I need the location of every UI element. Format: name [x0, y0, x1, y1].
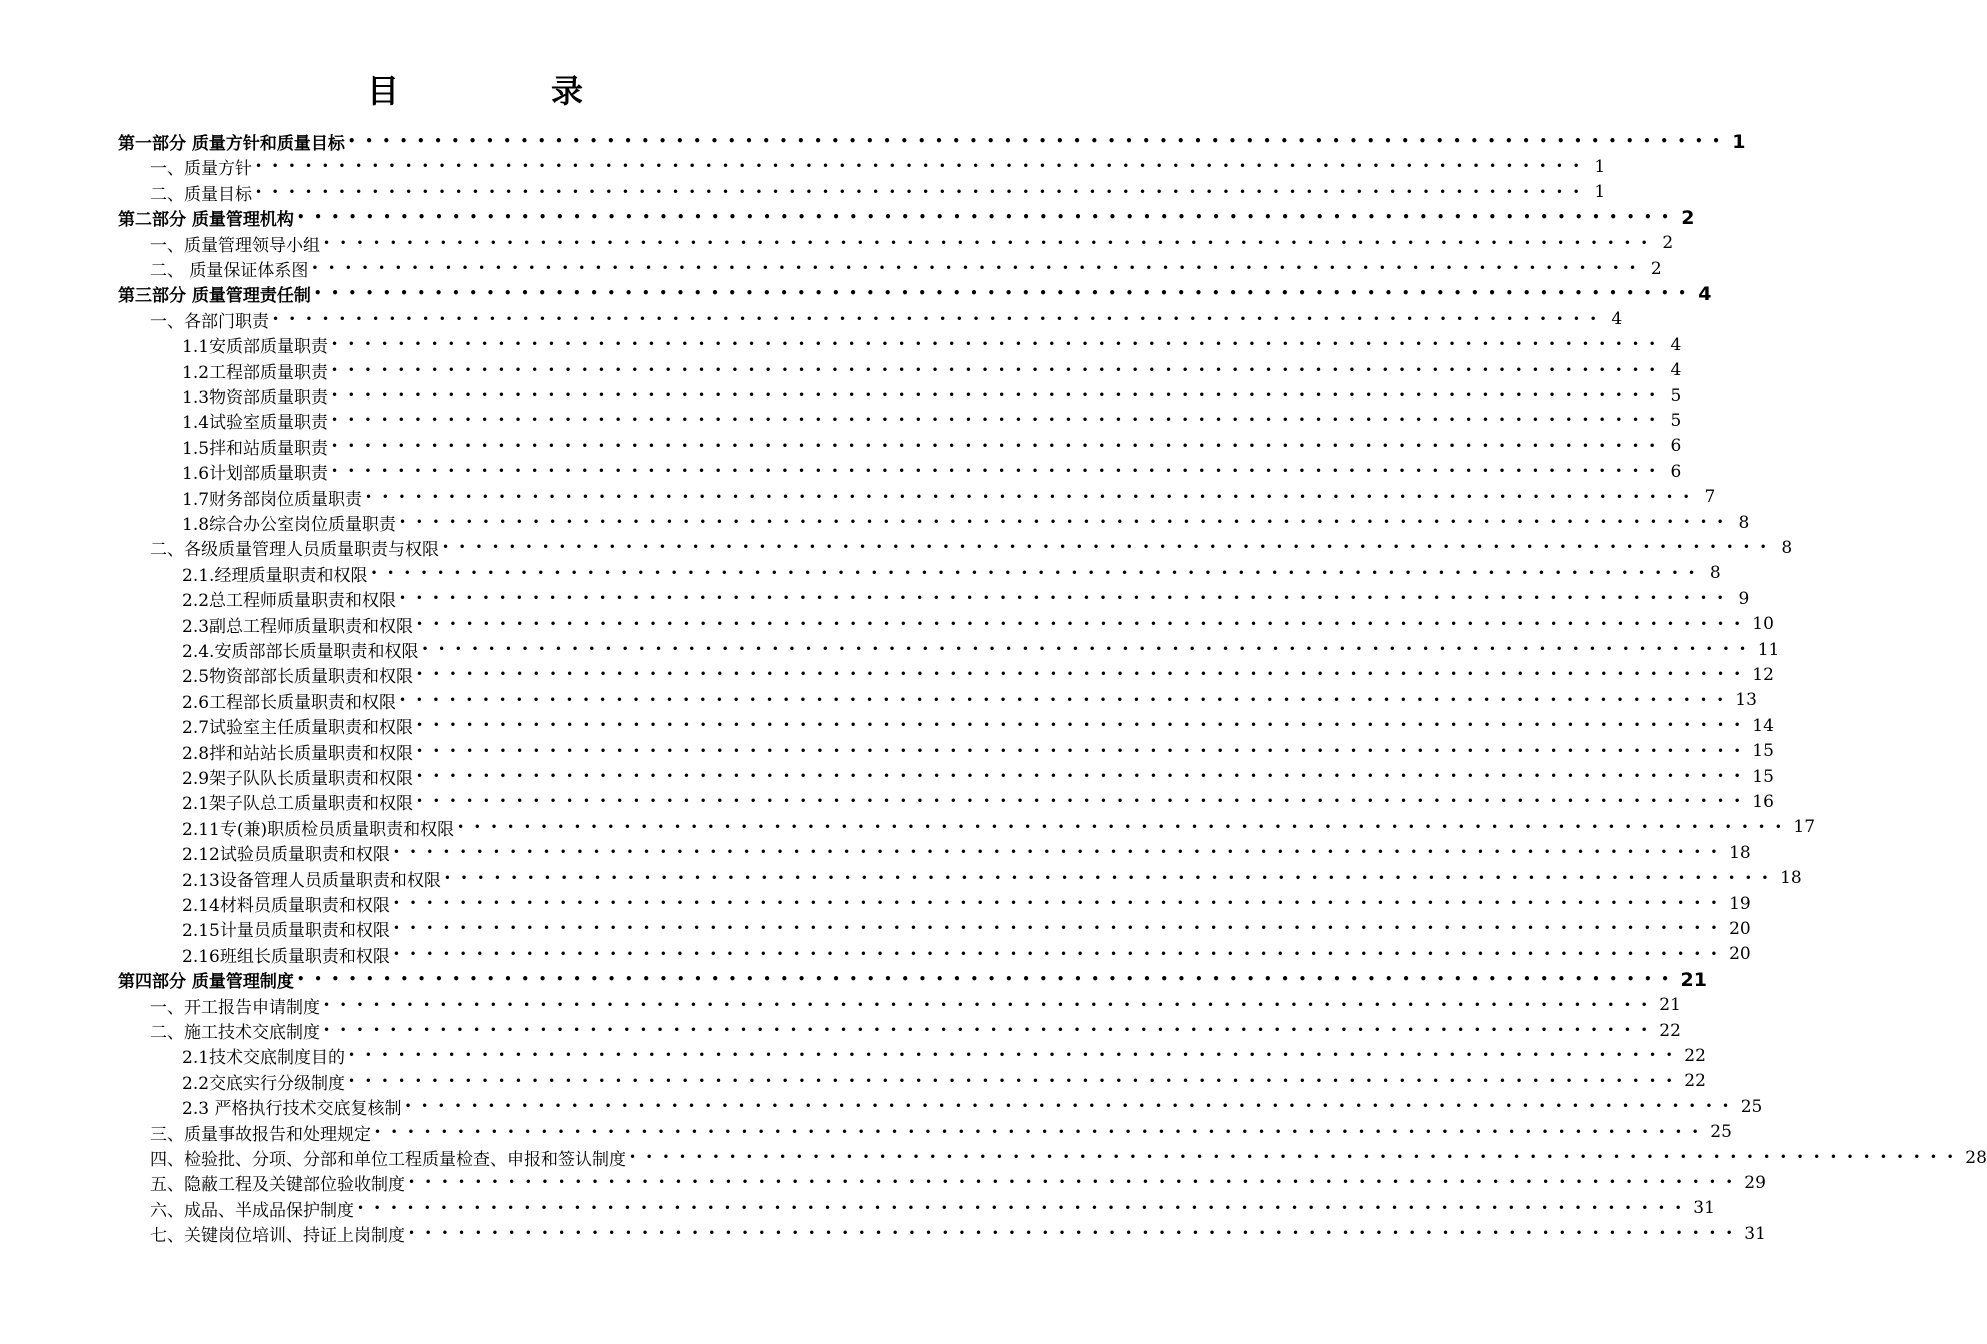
- toc-page-number: 25: [1710, 1122, 1732, 1143]
- toc-entry[interactable]: [182, 840, 1751, 866]
- toc-entry[interactable]: [150, 231, 1674, 256]
- toc-dot-leader: ••••••••••••••••••••••••••••••••••••••••••••••••••••••••••••••••••••••••••••••••: [374, 1124, 1709, 1139]
- toc-page-number: 8: [1738, 512, 1750, 533]
- toc-entry-title: 七、关键岗位培训、持证上岗制度: [150, 1226, 405, 1247]
- toc-entry-title: 一、质量管理领导小组: [150, 235, 320, 256]
- toc-entry[interactable]: [182, 383, 1682, 408]
- toc-dot-leader: ••••••••••••••••••••••••••••••••••••••••••••••••••••••••••••••••••••••••••••••••: [331, 438, 1666, 453]
- toc-entry[interactable]: [182, 713, 1774, 739]
- toc-dot-leader: ••••••••••••••••••••••••••••••••••••••••••••••••••••••••••••••••••••••••••••••••: [392, 921, 1728, 936]
- toc-entry[interactable]: [182, 586, 1750, 612]
- toc-entry[interactable]: [182, 662, 1774, 688]
- toc-entry[interactable]: [182, 358, 1682, 383]
- toc-page-number: 5: [1670, 410, 1682, 431]
- toc-dot-leader: ••••••••••••••••••••••••••••••••••••••••••••••••••••••••••••••••••••••••••••••••: [331, 362, 1666, 377]
- toc-dot-leader: ••••••••••••••••••••••••••••••••••••••••••••••••••••••••••••••••••••••••••••••••: [323, 235, 1658, 250]
- toc-dot-leader: ••••••••••••••••••••••••••••••••••••••••••••••••••••••••••••••••••••••••••••••••: [370, 565, 1705, 580]
- toc-entry-title: 二、质量目标: [150, 184, 252, 205]
- toc-entry-title: 1.2工程部质量职责: [182, 362, 329, 383]
- toc-page-number: 22: [1684, 1045, 1706, 1066]
- toc-dot-leader: ••••••••••••••••••••••••••••••••••••••••••••••••••••••••••••••••••••••••••••••••: [399, 692, 1734, 707]
- toc-entry-title: 2.13设备管理人员质量职责和权限: [182, 870, 441, 891]
- toc-page-number: 4: [1670, 360, 1682, 381]
- toc-entry[interactable]: [150, 993, 1681, 1018]
- toc-dot-leader: ••••••••••••••••••••••••••••••••••••••••••••••••••••••••••••••••••••••••••••••••: [416, 718, 1751, 733]
- toc-entry[interactable]: [182, 942, 1751, 967]
- toc-entry[interactable]: [182, 561, 1721, 586]
- toc-entry[interactable]: [182, 739, 1774, 764]
- toc-entry[interactable]: [182, 612, 1774, 637]
- toc-entry[interactable]: [182, 891, 1751, 916]
- toc-dot-leader: ••••••••••••••••••••••••••••••••••••••••••••••••••••••••••••••••••••••••••••••••: [457, 819, 1792, 834]
- toc-entry-title: 1.3物资部质量职责: [182, 388, 329, 408]
- toc-page-number: 9: [1738, 588, 1750, 609]
- toc-dot-leader: ••••••••••••••••••••••••••••••••••••••••••••••••••••••••••••••••••••••••••••••••: [357, 1200, 1692, 1215]
- toc-dot-leader: ••••••••••••••••••••••••••••••••••••••••••••••••••••••••••••••••••••••••••••••••: [421, 642, 1756, 656]
- toc-page-number: 25: [1740, 1096, 1763, 1117]
- toc-entry-title: 2.2交底实行分级制度: [182, 1073, 346, 1094]
- toc-page-number: 14: [1752, 715, 1774, 736]
- toc-entry[interactable]: [182, 332, 1682, 358]
- toc-entry[interactable]: [118, 967, 1707, 993]
- toc-entry[interactable]: [182, 764, 1774, 789]
- toc-entry-title: 2.1架子队总工质量职责和权限: [182, 794, 414, 815]
- toc-page-number: 31: [1744, 1223, 1766, 1244]
- toc-page-number: 2: [1681, 206, 1695, 229]
- toc-entry-title: 2.1.经理质量职责和权限: [182, 565, 368, 586]
- toc-entry[interactable]: [182, 866, 1802, 891]
- toc-entry-title: 2.16班组长质量职责和权限: [182, 946, 390, 967]
- toc-page-number: 8: [1781, 537, 1793, 558]
- toc-entry-title: 2.9架子队队长质量职责和权限: [182, 769, 414, 789]
- toc-entry[interactable]: [182, 637, 1780, 662]
- toc-page-number: 11: [1757, 639, 1780, 660]
- toc-page-number: 8: [1709, 563, 1721, 584]
- toc-entry[interactable]: [150, 1196, 1715, 1221]
- toc-page-number: 4: [1670, 334, 1682, 355]
- toc-entry-title: 2.8拌和站站长质量职责和权限: [182, 743, 414, 764]
- toc-entry[interactable]: [182, 1043, 1706, 1069]
- toc-entry[interactable]: [182, 434, 1682, 459]
- toc-dot-leader: ••••••••••••••••••••••••••••••••••••••••••••••••••••••••••••••••••••••••••••••••: [348, 1048, 1683, 1063]
- toc-page-number: 1: [1732, 130, 1746, 153]
- toc-page-number: 7: [1704, 487, 1716, 508]
- toc-dot-leader: ••••••••••••••••••••••••••••••••••••••••••••••••••••••••••••••••••••••••••••••••: [442, 540, 1777, 555]
- toc-entry[interactable]: [150, 1221, 1766, 1247]
- toc-page-number: 16: [1752, 791, 1774, 812]
- toc-page-number: 2: [1650, 258, 1662, 279]
- toc-dot-leader: ••••••••••••••••••••••••••••••••••••••••••••••••••••••••••••••••••••••••••••••••: [443, 870, 1779, 885]
- toc-page-number: 15: [1752, 766, 1774, 787]
- toc-entry-title: 2.12试验员质量职责和权限: [182, 845, 390, 866]
- toc-entry[interactable]: [182, 916, 1751, 942]
- toc-entry-title: 第三部分 质量管理责任制: [118, 286, 311, 307]
- toc-dot-leader: ••••••••••••••••••••••••••••••••••••••••••••••••••••••••••••••••••••••••••••••••: [331, 413, 1666, 428]
- toc-entry[interactable]: [150, 256, 1662, 281]
- toc-dot-leader: ••••••••••••••••••••••••••••••••••••••••••••••••••••••••••••••••••••••••••••••••: [416, 667, 1751, 682]
- toc-dot-leader: ••••••••••••••••••••••••••••••••••••••••••••••••••••••••••••••••••••••••••••••••: [296, 210, 1679, 225]
- toc-page-number: 18: [1780, 868, 1802, 889]
- page-title: 目 录: [366, 72, 643, 110]
- toc-dot-leader: ••••••••••••••••••••••••••••••••••••••••••••••••••••••••••••••••••••••••••••••••: [416, 743, 1751, 758]
- toc-dot-leader: ••••••••••••••••••••••••••••••••••••••••••••••••••••••••••••••••••••••••••••••••: [255, 184, 1590, 199]
- toc-entry-title: 2.15计量员质量职责和权限: [182, 921, 390, 942]
- toc-page-number: 13: [1735, 690, 1757, 711]
- toc-page-number: 22: [1659, 1020, 1681, 1041]
- toc-entry[interactable]: [182, 789, 1774, 815]
- toc-page-number: 12: [1752, 664, 1774, 685]
- toc-entry-title: 二、 质量保证体系图: [150, 261, 309, 281]
- toc-dot-leader: ••••••••••••••••••••••••••••••••••••••••••••••••••••••••••••••••••••••••••••••••: [313, 286, 1696, 301]
- toc-entry[interactable]: [118, 205, 1695, 231]
- toc-entry-title: 2.3副总工程师质量职责和权限: [182, 616, 414, 637]
- toc-page-number: 20: [1729, 918, 1751, 939]
- toc-dot-leader: ••••••••••••••••••••••••••••••••••••••••••••••••••••••••••••••••••••••••••••••••: [629, 1150, 1964, 1164]
- toc-page-number: 19: [1729, 893, 1751, 914]
- toc-dot-leader: ••••••••••••••••••••••••••••••••••••••••••••••••••••••••••••••••••••••••••••••••: [331, 337, 1666, 352]
- toc-dot-leader: ••••••••••••••••••••••••••••••••••••••••••••••••••••••••••••••••••••••••••••••••: [399, 591, 1734, 606]
- toc-dot-leader: ••••••••••••••••••••••••••••••••••••••••••••••••••••••••••••••••••••••••••••••••: [392, 946, 1728, 961]
- toc-page-number: 4: [1611, 309, 1623, 330]
- toc-entry[interactable]: [150, 535, 1793, 561]
- toc-entry-title: 2.2总工程师质量职责和权限: [182, 591, 397, 612]
- toc-page-number: 10: [1752, 614, 1774, 635]
- toc-entry-title: 第一部分 质量方针和质量目标: [118, 134, 345, 154]
- toc-page-number: 1: [1594, 156, 1606, 177]
- toc-entry-title: 1.1安质部质量职责: [182, 337, 329, 358]
- toc-entry[interactable]: [118, 281, 1712, 307]
- toc-dot-leader: ••••••••••••••••••••••••••••••••••••••••••••••••••••••••••••••••••••••••••••••••: [255, 159, 1590, 174]
- toc-entry-title: 2.14材料员质量职责和权限: [182, 896, 390, 916]
- toc-entry-title: 1.8综合办公室岗位质量职责: [182, 515, 397, 535]
- toc-page-number: 15: [1752, 741, 1774, 762]
- toc-entry-title: 一、各部门职责: [150, 311, 269, 332]
- toc-entry[interactable]: [150, 1170, 1766, 1196]
- toc-page-number: 6: [1670, 436, 1682, 457]
- toc-entry-title: 三、质量事故报告和处理规定: [150, 1124, 371, 1145]
- toc-entry-title: 2.5物资部部长质量职责和权限: [182, 667, 414, 688]
- toc-dot-leader: ••••••••••••••••••••••••••••••••••••••••••••••••••••••••••••••••••••••••••••••••: [348, 1073, 1683, 1088]
- toc-page-number: 18: [1729, 842, 1751, 863]
- toc-dot-leader: ••••••••••••••••••••••••••••••••••••••••••••••••••••••••••••••••••••••••••••••••: [404, 1099, 1739, 1114]
- toc-entry-title: 1.6计划部质量职责: [182, 464, 329, 485]
- toc-dot-leader: ••••••••••••••••••••••••••••••••••••••••••••••••••••••••••••••••••••••••••••••••: [365, 489, 1700, 504]
- toc-page-number: 1: [1594, 182, 1606, 203]
- toc-entry[interactable]: [182, 1094, 1763, 1120]
- toc-dot-leader: ••••••••••••••••••••••••••••••••••••••••••••••••••••••••••••••••••••••••••••••••: [272, 311, 1607, 326]
- toc-dot-leader: ••••••••••••••••••••••••••••••••••••••••••••••••••••••••••••••••••••••••••••••••: [323, 997, 1658, 1012]
- toc-page-number: 28: [1965, 1147, 1987, 1168]
- toc-entry-title: 一、质量方针: [150, 159, 252, 180]
- toc-entry-title: 2.1技术交底制度目的: [182, 1048, 346, 1069]
- toc-dot-leader: ••••••••••••••••••••••••••••••••••••••••••••••••••••••••••••••••••••••••••••••••: [399, 515, 1734, 529]
- toc-entry[interactable]: [182, 485, 1716, 510]
- toc-entry-title: 二、各级质量管理人员质量职责与权限: [150, 540, 439, 561]
- toc-entry[interactable]: [150, 1145, 1987, 1170]
- toc-entry-title: 二、施工技术交底制度: [150, 1023, 320, 1043]
- toc-entry-title: 五、隐蔽工程及关键部位验收制度: [150, 1175, 405, 1196]
- toc-page-number: 5: [1670, 385, 1682, 406]
- toc-entry[interactable]: [182, 510, 1750, 535]
- toc-entry[interactable]: [150, 307, 1623, 332]
- toc-entry[interactable]: [182, 1069, 1706, 1094]
- toc-entry-title: 2.11专(兼)职质检员质量职责和权限: [182, 819, 455, 840]
- toc-entry-title: 第四部分 质量管理制度: [118, 972, 294, 993]
- toc-entry-title: 2.4.安质部部长质量职责和权限: [182, 642, 419, 662]
- toc-entry[interactable]: [150, 180, 1606, 205]
- toc-entry-title: 一、开工报告申请制度: [150, 997, 320, 1018]
- toc-entry[interactable]: [182, 815, 1816, 840]
- toc-dot-leader: ••••••••••••••••••••••••••••••••••••••••••••••••••••••••••••••••••••••••••••••••: [392, 896, 1728, 910]
- toc-entry-title: 1.7财务部岗位质量职责: [182, 489, 363, 510]
- toc-page-number: 2: [1662, 233, 1674, 254]
- toc-entry-title: 2.6工程部长质量职责和权限: [182, 692, 397, 713]
- toc-dot-leader: ••••••••••••••••••••••••••••••••••••••••••••••••••••••••••••••••••••••••••••••••: [416, 794, 1751, 809]
- toc-dot-leader: ••••••••••••••••••••••••••••••••••••••••••••••••••••••••••••••••••••••••••••••••: [408, 1226, 1743, 1241]
- toc-dot-leader: ••••••••••••••••••••••••••••••••••••••••••••••••••••••••••••••••••••••••••••••••: [392, 845, 1728, 860]
- toc-entry[interactable]: [150, 154, 1606, 180]
- toc-page-number: 6: [1670, 461, 1682, 482]
- toc-entry[interactable]: [182, 459, 1682, 485]
- toc-dot-leader: ••••••••••••••••••••••••••••••••••••••••••••••••••••••••••••••••••••••••••••••••: [296, 972, 1679, 987]
- toc-entry[interactable]: [182, 408, 1682, 434]
- toc-page-number: 21: [1680, 968, 1707, 991]
- toc-entry-title: 第二部分 质量管理机构: [118, 210, 294, 231]
- toc-entry-title: 六、成品、半成品保护制度: [150, 1200, 354, 1221]
- toc-page-number: 22: [1684, 1071, 1706, 1092]
- toc-page-number: 20: [1729, 944, 1751, 965]
- toc-entry-title: 四、检验批、分项、分部和单位工程质量检查、申报和签认制度: [150, 1150, 626, 1170]
- toc-page-number: 21: [1659, 995, 1681, 1016]
- toc-entry[interactable]: [150, 1120, 1732, 1145]
- toc-entry-title: 1.4试验室质量职责: [182, 413, 329, 434]
- toc-page-number: 29: [1744, 1172, 1766, 1193]
- toc-dot-leader: ••••••••••••••••••••••••••••••••••••••••••••••••••••••••••••••••••••••••••••••••: [347, 134, 1730, 148]
- toc-dot-leader: ••••••••••••••••••••••••••••••••••••••••••••••••••••••••••••••••••••••••••••••••: [331, 464, 1666, 479]
- toc-dot-leader: ••••••••••••••••••••••••••••••••••••••••••••••••••••••••••••••••••••••••••••••••: [408, 1175, 1743, 1190]
- toc-page-number: 17: [1793, 817, 1816, 838]
- toc-entry[interactable]: [182, 688, 1757, 713]
- toc-page-number: 4: [1698, 282, 1712, 305]
- toc-page-number: 31: [1693, 1198, 1715, 1219]
- toc-dot-leader: ••••••••••••••••••••••••••••••••••••••••••••••••••••••••••••••••••••••••••••••••: [331, 388, 1666, 402]
- toc-entry[interactable]: [118, 129, 1746, 154]
- toc-entry-title: 1.5拌和站质量职责: [182, 438, 329, 459]
- toc-entry-title: 2.7试验室主任质量职责和权限: [182, 718, 414, 739]
- toc-dot-leader: ••••••••••••••••••••••••••••••••••••••••••••••••••••••••••••••••••••••••••••••••: [416, 769, 1751, 783]
- toc-entry-title: 2.3 严格执行技术交底复核制: [182, 1099, 402, 1120]
- toc-dot-leader: ••••••••••••••••••••••••••••••••••••••••••••••••••••••••••••••••••••••••••••••••: [311, 261, 1646, 275]
- toc-entry[interactable]: [150, 1018, 1681, 1043]
- toc-dot-leader: ••••••••••••••••••••••••••••••••••••••••••••••••••••••••••••••••••••••••••••••••: [323, 1023, 1658, 1037]
- toc-dot-leader: ••••••••••••••••••••••••••••••••••••••••••••••••••••••••••••••••••••••••••••••••: [416, 616, 1751, 631]
